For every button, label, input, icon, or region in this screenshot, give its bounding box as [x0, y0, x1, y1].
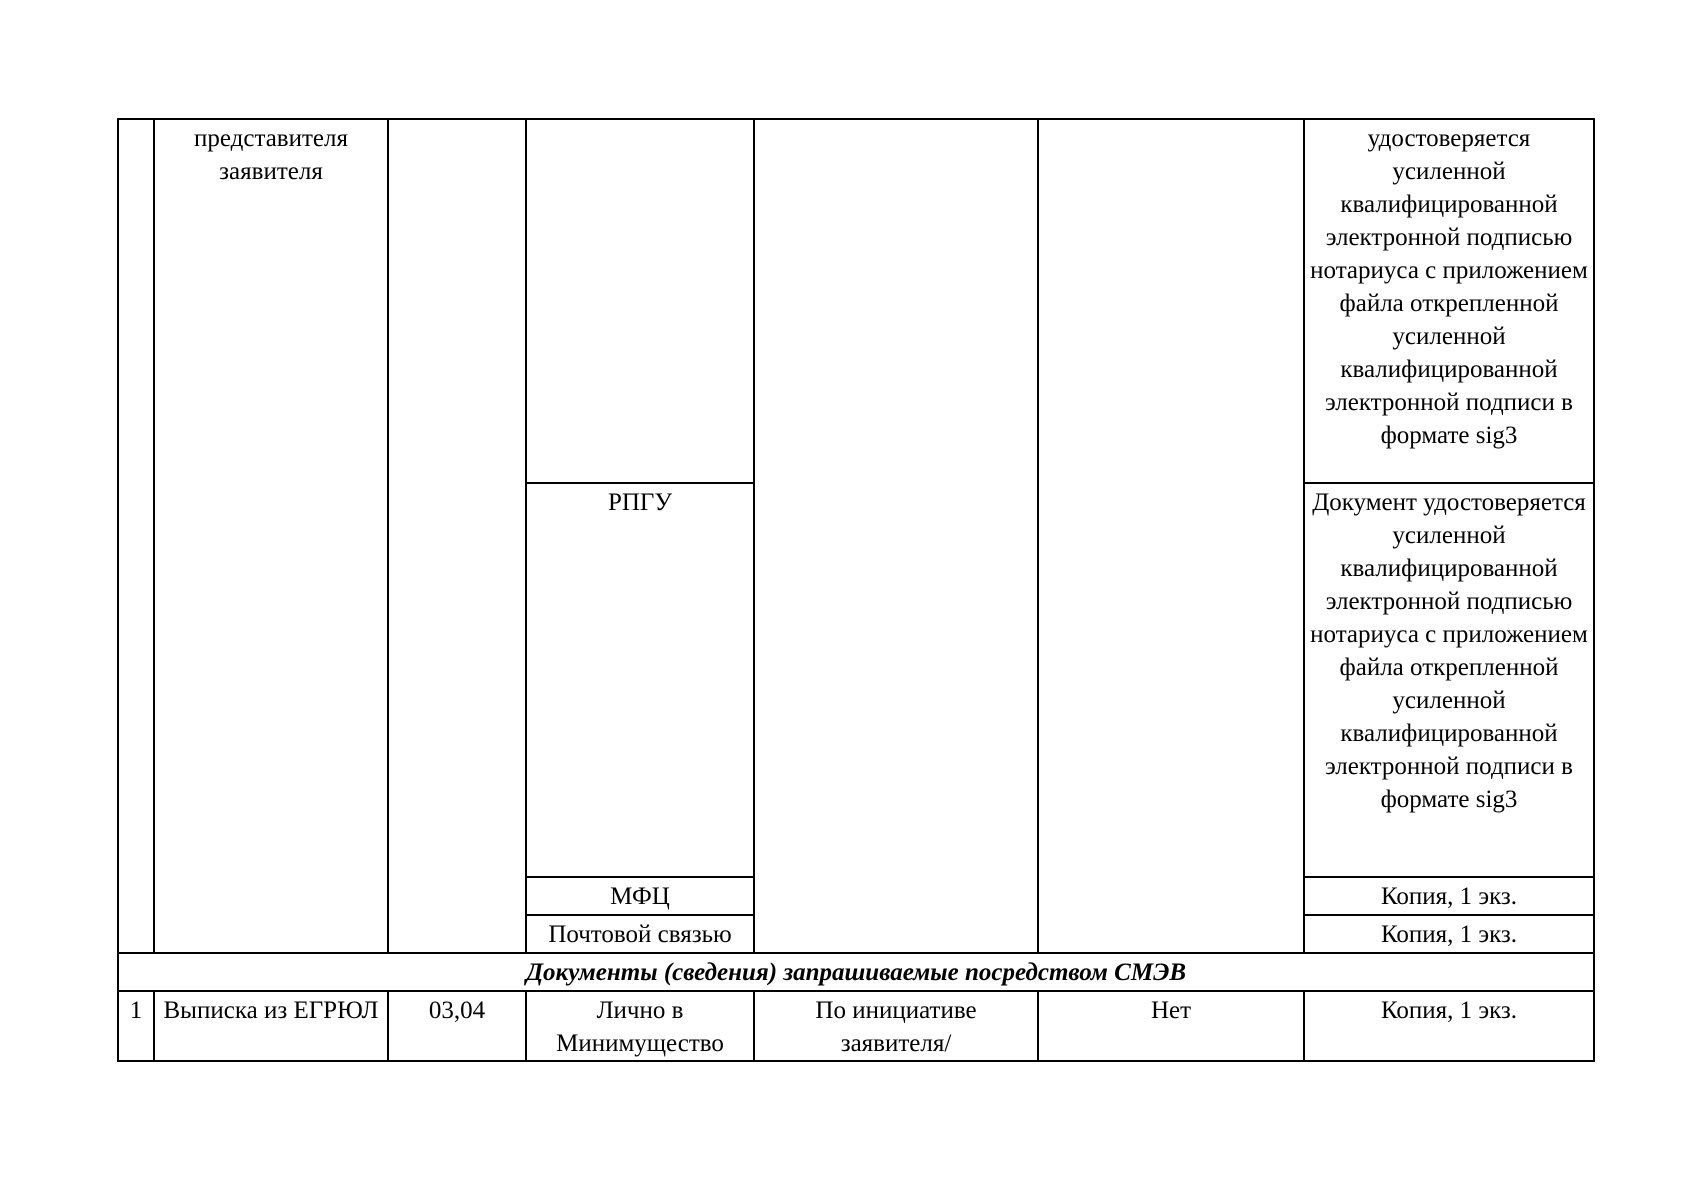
table-cell-channel [526, 119, 754, 483]
table-row [118, 991, 1594, 1061]
documents-table [117, 118, 1595, 1062]
table-cell-form: Копия, 1 экз. [1304, 877, 1594, 915]
table-cell-channel: РПГУ [526, 483, 754, 877]
table-cell-form: удостоверяется усиленной квалифицированной электронной подписью нотариуса с приложением файла открепленной усиленной квалифицированной электронной подписи в формате sig3 [1304, 119, 1594, 483]
table-cell-required: Нет [1038, 991, 1304, 1061]
table-cell-doc-name: Выписка из ЕГРЮЛ [154, 991, 388, 1061]
table-cell-initiative [754, 119, 1038, 953]
table-cell-channel: Лично в Минимущество [526, 991, 754, 1061]
table-row [118, 119, 1594, 483]
table-cell-form: Документ удостоверяется усиленной квалифицированной электронной подписью нотариуса с приложением файла открепленной усиленной квалифицированной электронной подписи в формате sig3 [1304, 483, 1594, 877]
table-cell-channel: Почтовой связью [526, 915, 754, 953]
table-cell-form: Копия, 1 экз. [1304, 991, 1594, 1061]
table-cell-form: Копия, 1 экз. [1304, 915, 1594, 953]
table-cell-doc-name: представителя заявителя [154, 119, 388, 953]
table-cell-codes: 03,04 [388, 991, 526, 1061]
table-cell-number: 1 [118, 991, 154, 1061]
table-cell-codes [388, 119, 526, 953]
section-header-row [118, 953, 1594, 991]
section-title: Документы (сведения) запрашиваемые посредством СМЭВ [118, 953, 1594, 991]
table-cell-number [118, 119, 154, 953]
table-cell-required [1038, 119, 1304, 953]
table-cell-channel: МФЦ [526, 877, 754, 915]
table-cell-initiative: По инициативе заявителя/ [754, 991, 1038, 1061]
